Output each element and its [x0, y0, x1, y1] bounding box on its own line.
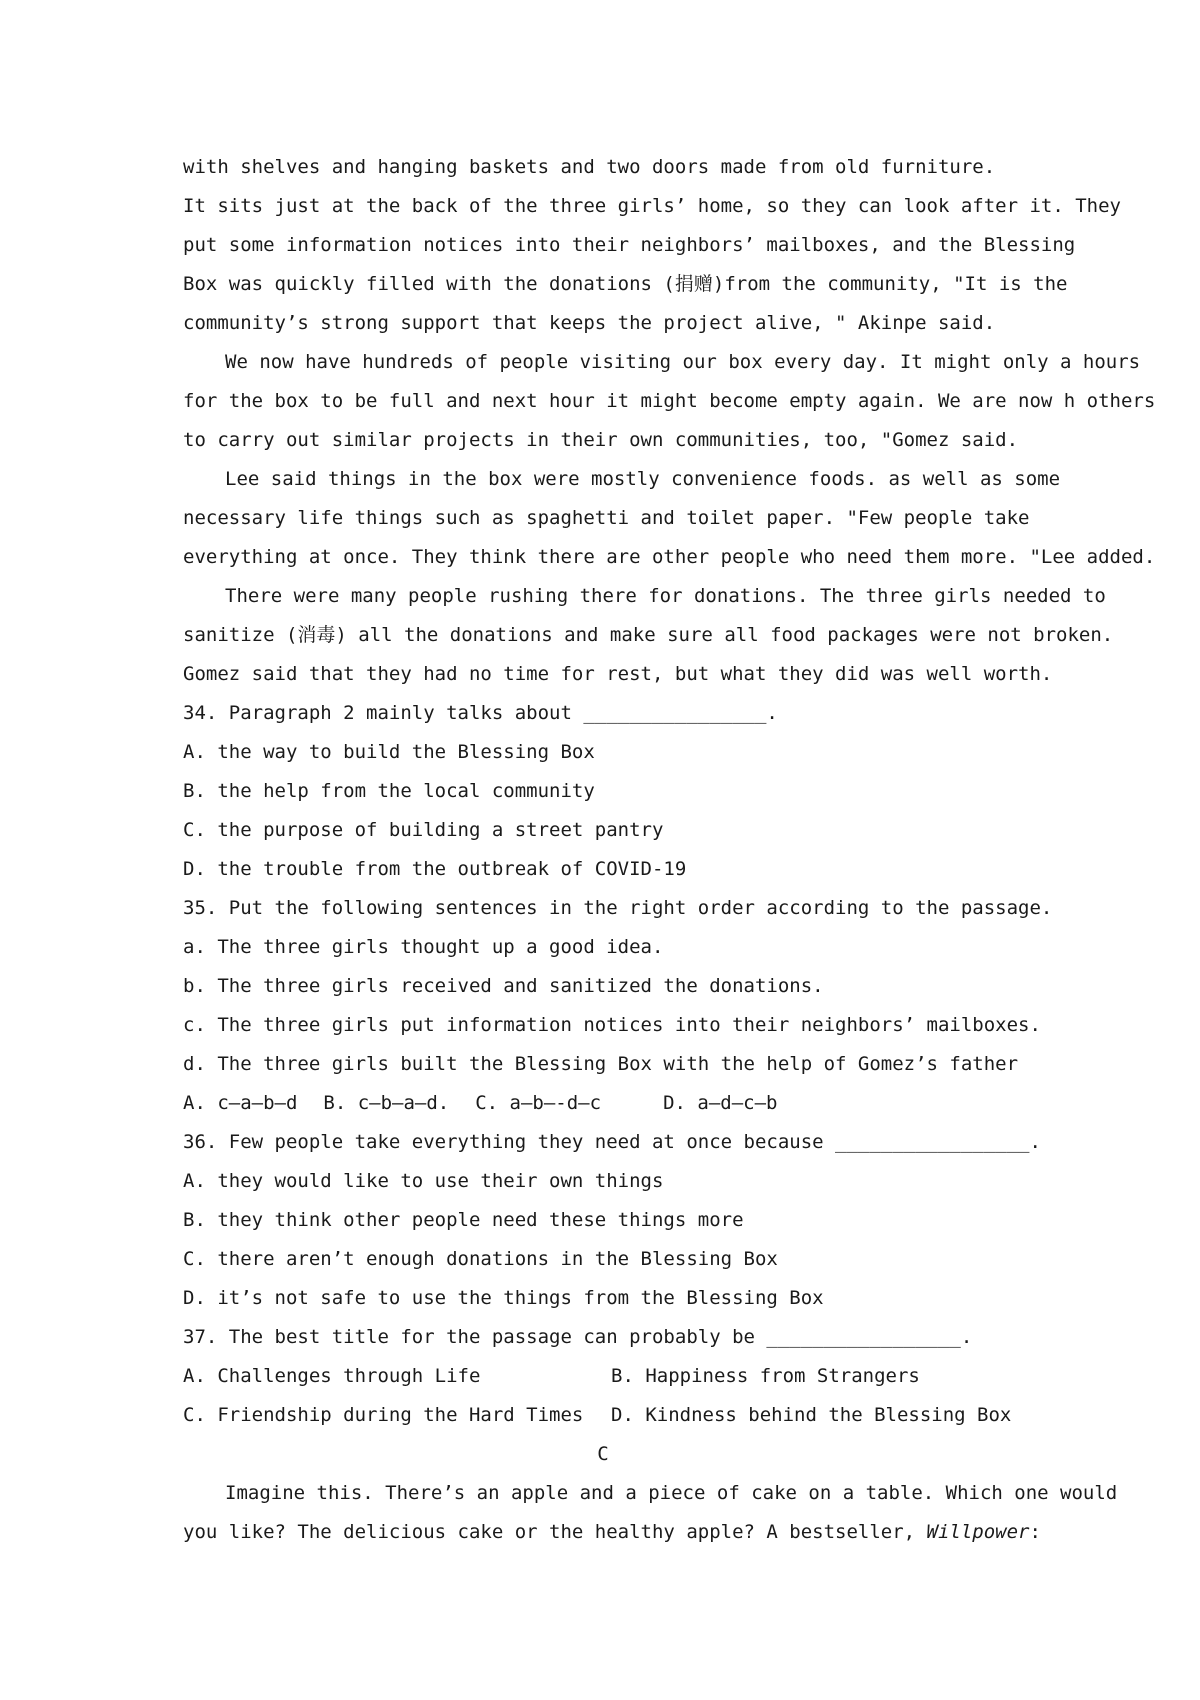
question-35-option-d: D. a—d—c—b [663, 1092, 778, 1114]
passage-c-line [183, 1513, 1041, 1552]
passage-line: We now have hundreds of people visiting our box every day. It might only a hours [225, 351, 1141, 373]
passage-c-line-text: you like? The delicious cake or the healthy apple? A bestseller, [183, 1521, 927, 1543]
question-37-option-c: C. Friendship during the Hard Times [183, 1404, 584, 1426]
passage-line: sanitize (消毒) all the donations and make sure all food packages were not broken. [183, 624, 1114, 646]
question-36-option-d: D. it’s not safe to use the things from the Blessing Box [183, 1287, 824, 1309]
question-34-option-d: D. the trouble from the outbreak of COVID-19 [183, 858, 687, 880]
question-37-option-b: B. Happiness from Strangers [611, 1365, 920, 1387]
question-37-options-row-2 [183, 1396, 1023, 1435]
question-36-option-a: A. they would like to use their own things [183, 1170, 664, 1192]
section-heading-c: C [597, 1443, 609, 1465]
question-37-stem: 37. The best title for the passage can probably be _________________. [183, 1326, 973, 1348]
question-35-option-c: C. a—b—-d—c [475, 1092, 602, 1114]
question-35-sentence-b: b. The three girls received and sanitized the donations. [183, 975, 824, 997]
question-35-sentence-c: c. The three girls put information notices into their neighbors’ mailboxes. [183, 1014, 1041, 1036]
question-36-option-b: B. they think other people need these things more [183, 1209, 744, 1231]
passage-line: Gomez said that they had no time for rest, but what they did was well worth. [183, 663, 1053, 685]
question-35-option-a: A. c—a—b—d [183, 1092, 298, 1114]
page-content [183, 148, 1156, 1552]
question-35-stem: 35. Put the following sentences in the right order according to the passage. [183, 897, 1053, 919]
passage-line: for the box to be full and next hour it might become empty again. We are now h others [183, 390, 1156, 412]
question-34-option-b: B. the help from the local community [183, 780, 595, 802]
question-37-options-row-1 [183, 1357, 1023, 1396]
passage-line: with shelves and hanging baskets and two doors made from old furniture. [183, 156, 996, 178]
passage-line: put some information notices into their neighbors’ mailboxes, and the Blessing [183, 234, 1076, 256]
passage-line: Box was quickly filled with the donations (捐赠)from the community, "It is the [183, 273, 1068, 295]
question-35-sentence-a: a. The three girls thought up a good idea. [183, 936, 664, 958]
question-34-option-c: C. the purpose of building a street pantry [183, 819, 664, 841]
question-35-sentence-d: d. The three girls built the Blessing Box with the help of Gomez’s father [183, 1053, 1019, 1075]
question-37-option-a: A. Challenges through Life [183, 1365, 481, 1387]
passage-line: necessary life things such as spaghetti and toilet paper. "Few people take [183, 507, 1030, 529]
passage-line: It sits just at the back of the three girls’ home, so they can look after it. They [183, 195, 1121, 217]
passage-c-line-colon: : [1029, 1521, 1041, 1543]
passage-line: Lee said things in the box were mostly convenience foods. as well as some [225, 468, 1061, 490]
passage-line: to carry out similar projects in their own communities, too, "Gomez said. [183, 429, 1019, 451]
question-35-options [183, 1084, 1023, 1123]
question-36-option-c: C. there aren’t enough donations in the Blessing Box [183, 1248, 778, 1270]
question-36-stem: 36. Few people take everything they need at once because _________________. [183, 1131, 1041, 1153]
question-34-option-a: A. the way to build the Blessing Box [183, 741, 595, 763]
passage-c-line: Imagine this. There’s an apple and a piece of cake on a table. Which one would [225, 1482, 1118, 1504]
question-34-stem: 34. Paragraph 2 mainly talks about ________________. [183, 702, 778, 724]
book-title: Willpower [926, 1521, 1030, 1543]
question-37-option-d: D. Kindness behind the Blessing Box [611, 1404, 1012, 1426]
passage-line: There were many people rushing there for donations. The three girls needed to [225, 585, 1106, 607]
passage-line: community’s strong support that keeps the project alive, " Akinpe said. [183, 312, 996, 334]
passage-line: everything at once. They think there are other people who need them more. "Lee added. [183, 546, 1156, 568]
question-35-option-b: B. c—b—a—d. [323, 1092, 450, 1114]
